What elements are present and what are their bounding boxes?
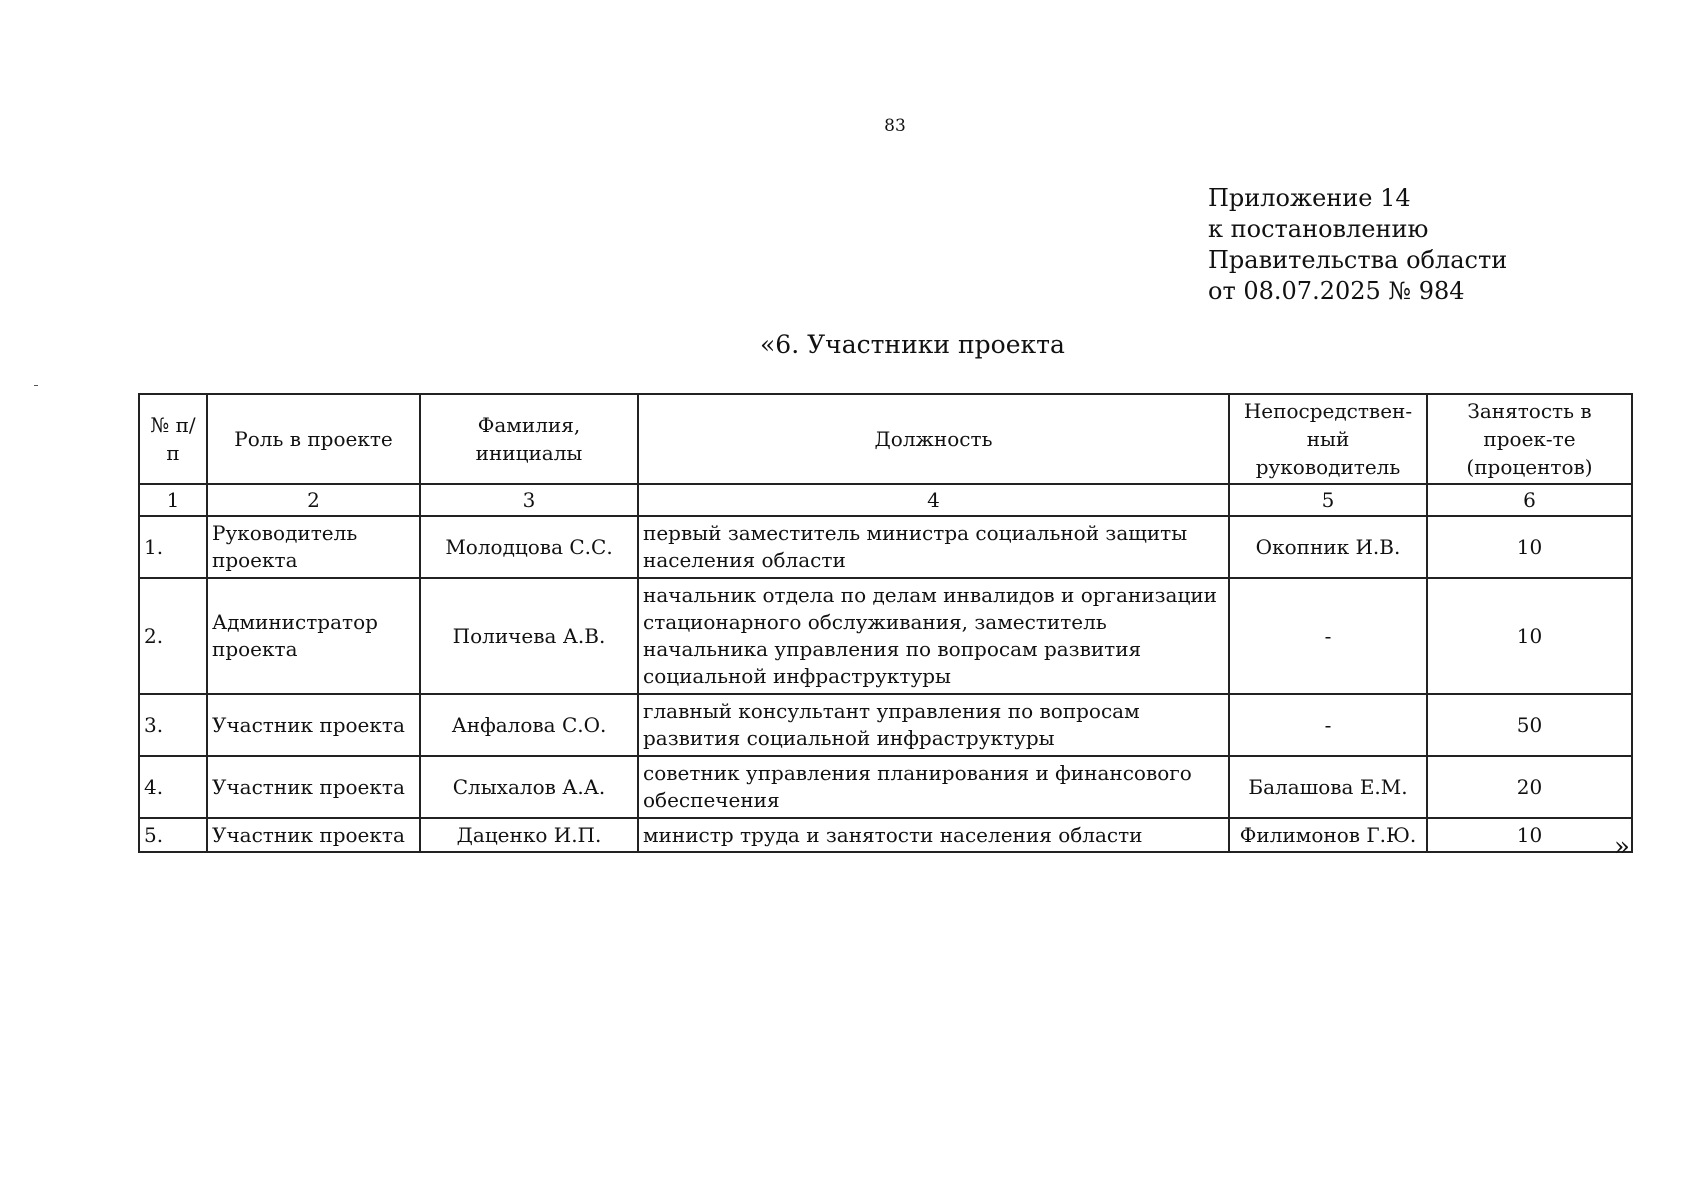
appendix-line-1: Приложение 14	[1208, 184, 1411, 212]
appendix-block	[1208, 183, 1507, 307]
row-number: 3.	[139, 694, 207, 756]
row-employment: 10	[1427, 516, 1632, 578]
row-position: первый заместитель министра социальной защиты населения области	[638, 516, 1229, 578]
column-number: 3	[420, 484, 638, 516]
row-employment: 20	[1427, 756, 1632, 818]
column-number: 4	[638, 484, 1229, 516]
row-manager: Балашова Е.М.	[1229, 756, 1427, 818]
row-manager: -	[1229, 694, 1427, 756]
row-role: Участник проекта	[207, 756, 420, 818]
appendix-line-2: к постановлению	[1208, 215, 1429, 243]
row-name: Анфалова С.О.	[420, 694, 638, 756]
header-cell-name: Фамилия, инициалы	[420, 394, 638, 484]
closing-quote: »	[1614, 832, 1630, 862]
table-header-row	[139, 394, 1632, 484]
column-number: 5	[1229, 484, 1427, 516]
row-manager: -	[1229, 578, 1427, 694]
header-cell-position: Должность	[638, 394, 1229, 484]
row-position: министр труда и занятости населения области	[638, 818, 1229, 852]
row-role: Участник проекта	[207, 818, 420, 852]
row-manager: Окопник И.В.	[1229, 516, 1427, 578]
row-name: Даценко И.П.	[420, 818, 638, 852]
row-number: 5.	[139, 818, 207, 852]
column-number-row	[139, 484, 1632, 516]
header-cell-manager: Непосредствен-ный руководитель	[1229, 394, 1427, 484]
row-role: Участник проекта	[207, 694, 420, 756]
appendix-line-4: от 08.07.2025 № 984	[1208, 277, 1465, 305]
row-number: 4.	[139, 756, 207, 818]
participants-table	[138, 393, 1633, 853]
section-title: «6. Участники проекта	[760, 330, 1065, 359]
row-position: начальник отдела по делам инвалидов и организации стационарного обслуживания, заместитель начальника управления по вопросам развития социальной инфраструктуры	[638, 578, 1229, 694]
row-employment: 10	[1427, 818, 1632, 852]
header-cell-number: № п/п	[139, 394, 207, 484]
column-number: 1	[139, 484, 207, 516]
scan-mark	[34, 385, 38, 386]
row-manager: Филимонов Г.Ю.	[1229, 818, 1427, 852]
header-cell-role: Роль в проекте	[207, 394, 420, 484]
table-row	[139, 578, 1632, 694]
row-name: Поличева А.В.	[420, 578, 638, 694]
table-row	[139, 516, 1632, 578]
page-number: 83	[884, 116, 906, 136]
appendix-line-3: Правительства области	[1208, 246, 1508, 274]
row-name: Молодцова С.С.	[420, 516, 638, 578]
row-position: советник управления планирования и финансового обеспечения	[638, 756, 1229, 818]
row-name: Слыхалов А.А.	[420, 756, 638, 818]
row-employment: 50	[1427, 694, 1632, 756]
row-position: главный консультант управления по вопросам развития социальной инфраструктуры	[638, 694, 1229, 756]
table-row	[139, 818, 1632, 852]
row-number: 2.	[139, 578, 207, 694]
table-row	[139, 756, 1632, 818]
row-employment: 10	[1427, 578, 1632, 694]
row-number: 1.	[139, 516, 207, 578]
row-role: Администратор проекта	[207, 578, 420, 694]
header-cell-employment: Занятость в проек-те (процентов)	[1427, 394, 1632, 484]
column-number: 2	[207, 484, 420, 516]
column-number: 6	[1427, 484, 1632, 516]
table-row	[139, 694, 1632, 756]
row-role: Руководитель проекта	[207, 516, 420, 578]
